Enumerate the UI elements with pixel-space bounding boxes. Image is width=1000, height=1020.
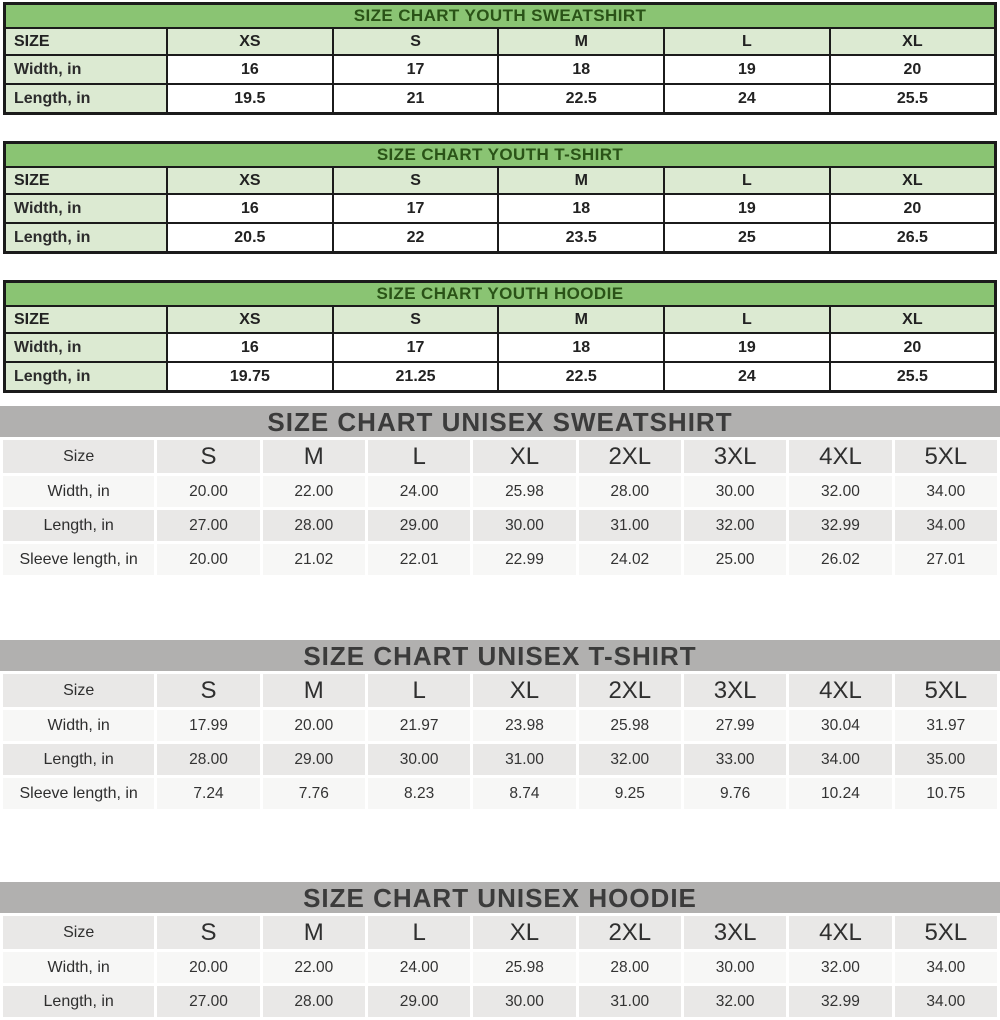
value-cell: 19.5 (167, 84, 333, 114)
value-cell: 21.25 (333, 362, 499, 392)
youth-size-charts (0, 0, 1000, 393)
value-cell: 34.00 (895, 952, 997, 983)
value-cell: 20.00 (157, 544, 259, 575)
column-header: 4XL (789, 916, 891, 949)
table-size-chart-youth-t-shirt (3, 141, 997, 254)
value-cell: 34.00 (895, 476, 997, 507)
chart-title: SIZE CHART YOUTH HOODIE (5, 282, 996, 307)
row-label: Length, in (3, 744, 154, 775)
column-header: M (498, 306, 664, 333)
column-header: S (333, 167, 499, 194)
value-cell: 18 (498, 194, 664, 223)
value-cell: 21 (333, 84, 499, 114)
column-header: XL (830, 28, 996, 55)
row-label: Width, in (5, 194, 168, 223)
value-cell: 19.75 (167, 362, 333, 392)
value-cell: 19 (664, 194, 830, 223)
column-header: 4XL (789, 440, 891, 473)
row-label: Width, in (3, 952, 154, 983)
value-cell: 27.00 (157, 510, 259, 541)
table-row (3, 952, 997, 983)
table-row (5, 362, 996, 392)
column-header: 5XL (895, 674, 997, 707)
value-cell: 32.00 (684, 986, 786, 1017)
chart-title: SIZE CHART YOUTH SWEATSHIRT (5, 4, 996, 29)
value-cell: 32.00 (789, 952, 891, 983)
value-cell: 34.00 (895, 510, 997, 541)
row-label: Length, in (5, 362, 168, 392)
size-column-header: SIZE (5, 167, 168, 194)
row-label: Length, in (5, 223, 168, 253)
value-cell: 17 (333, 194, 499, 223)
table-size-chart-unisex-t-shirt (0, 671, 1000, 812)
column-header: S (333, 306, 499, 333)
value-cell: 24.00 (368, 952, 470, 983)
row-label: Length, in (3, 510, 154, 541)
value-cell: 28.00 (157, 744, 259, 775)
value-cell: 25 (664, 223, 830, 253)
chart-size-chart-unisex-hoodie (0, 882, 1000, 1020)
value-cell: 27.00 (157, 986, 259, 1017)
column-header-row (5, 306, 996, 333)
value-cell: 22 (333, 223, 499, 253)
table-row (3, 476, 997, 507)
value-cell: 26.5 (830, 223, 996, 253)
unisex-size-charts (0, 406, 1000, 1020)
table-row (3, 744, 997, 775)
value-cell: 20.00 (157, 952, 259, 983)
table-row (3, 510, 997, 541)
column-header: M (263, 440, 365, 473)
value-cell: 22.5 (498, 84, 664, 114)
chart-title-row (5, 143, 996, 168)
chart-size-chart-unisex-t-shirt (0, 640, 1000, 812)
chart-title: SIZE CHART UNISEX HOODIE (0, 882, 1000, 913)
value-cell: 24.00 (368, 476, 470, 507)
value-cell: 17.99 (157, 710, 259, 741)
value-cell: 29.00 (263, 744, 365, 775)
value-cell: 23.5 (498, 223, 664, 253)
column-header-row (3, 440, 997, 473)
value-cell: 28.00 (579, 476, 681, 507)
size-column-header: SIZE (5, 28, 168, 55)
column-header: 3XL (684, 440, 786, 473)
column-header: L (664, 306, 830, 333)
value-cell: 20.00 (157, 476, 259, 507)
value-cell: 20 (830, 55, 996, 84)
column-header: XL (473, 916, 575, 949)
chart-title: SIZE CHART YOUTH T-SHIRT (5, 143, 996, 168)
table-size-chart-youth-sweatshirt (3, 2, 997, 115)
value-cell: 30.00 (684, 476, 786, 507)
value-cell: 28.00 (579, 952, 681, 983)
value-cell: 29.00 (368, 986, 470, 1017)
column-header: M (498, 28, 664, 55)
value-cell: 22.99 (473, 544, 575, 575)
column-header: L (664, 167, 830, 194)
value-cell: 22.5 (498, 362, 664, 392)
column-header: M (263, 916, 365, 949)
row-label: Width, in (3, 710, 154, 741)
value-cell: 21.02 (263, 544, 365, 575)
value-cell: 9.76 (684, 778, 786, 809)
column-header: XS (167, 306, 333, 333)
column-header: 2XL (579, 674, 681, 707)
column-header: L (368, 440, 470, 473)
value-cell: 19 (664, 55, 830, 84)
column-header: 3XL (684, 916, 786, 949)
table-size-chart-unisex-hoodie (0, 913, 1000, 1020)
value-cell: 8.23 (368, 778, 470, 809)
value-cell: 10.75 (895, 778, 997, 809)
column-header: S (157, 440, 259, 473)
column-header-row (5, 167, 996, 194)
value-cell: 10.24 (789, 778, 891, 809)
value-cell: 30.00 (368, 744, 470, 775)
column-header: 5XL (895, 916, 997, 949)
value-cell: 31.97 (895, 710, 997, 741)
table-row (3, 986, 997, 1017)
value-cell: 31.00 (579, 986, 681, 1017)
value-cell: 25.00 (684, 544, 786, 575)
value-cell: 25.5 (830, 84, 996, 114)
table-size-chart-unisex-sweatshirt (0, 437, 1000, 578)
value-cell: 18 (498, 333, 664, 362)
value-cell: 28.00 (263, 986, 365, 1017)
value-cell: 30.00 (684, 952, 786, 983)
table-size-chart-youth-hoodie (3, 280, 997, 393)
table-row (5, 55, 996, 84)
column-header: S (333, 28, 499, 55)
value-cell: 27.01 (895, 544, 997, 575)
column-header: XL (473, 674, 575, 707)
value-cell: 25.98 (473, 476, 575, 507)
column-header-row (3, 916, 997, 949)
table-row (5, 333, 996, 362)
column-header: XL (473, 440, 575, 473)
value-cell: 33.00 (684, 744, 786, 775)
value-cell: 17 (333, 333, 499, 362)
value-cell: 8.74 (473, 778, 575, 809)
value-cell: 16 (167, 55, 333, 84)
column-header: L (368, 674, 470, 707)
size-column-header: Size (3, 916, 154, 949)
size-column-header: SIZE (5, 306, 168, 333)
value-cell: 25.5 (830, 362, 996, 392)
column-header: XS (167, 167, 333, 194)
value-cell: 32.00 (579, 744, 681, 775)
table-row (5, 223, 996, 253)
row-label: Sleeve length, in (3, 544, 154, 575)
value-cell: 32.99 (789, 986, 891, 1017)
value-cell: 19 (664, 333, 830, 362)
column-header: L (368, 916, 470, 949)
table-row (3, 778, 997, 809)
row-label: Width, in (5, 55, 168, 84)
chart-title-row (5, 4, 996, 29)
column-header: M (498, 167, 664, 194)
column-header: 3XL (684, 674, 786, 707)
value-cell: 16 (167, 333, 333, 362)
value-cell: 30.00 (473, 510, 575, 541)
value-cell: 22.00 (263, 476, 365, 507)
value-cell: 30.00 (473, 986, 575, 1017)
value-cell: 18 (498, 55, 664, 84)
value-cell: 32.99 (789, 510, 891, 541)
column-header: S (157, 674, 259, 707)
value-cell: 24.02 (579, 544, 681, 575)
value-cell: 20.5 (167, 223, 333, 253)
column-header: S (157, 916, 259, 949)
chart-title-row (5, 282, 996, 307)
value-cell: 23.98 (473, 710, 575, 741)
row-label: Width, in (5, 333, 168, 362)
value-cell: 26.02 (789, 544, 891, 575)
value-cell: 30.04 (789, 710, 891, 741)
chart-title: SIZE CHART UNISEX T-SHIRT (0, 640, 1000, 671)
value-cell: 29.00 (368, 510, 470, 541)
value-cell: 34.00 (895, 986, 997, 1017)
value-cell: 28.00 (263, 510, 365, 541)
column-header: 2XL (579, 440, 681, 473)
row-label: Sleeve length, in (3, 778, 154, 809)
value-cell: 16 (167, 194, 333, 223)
row-label: Length, in (5, 84, 168, 114)
column-header: 5XL (895, 440, 997, 473)
value-cell: 20 (830, 194, 996, 223)
column-header-row (5, 28, 996, 55)
value-cell: 32.00 (789, 476, 891, 507)
table-row (5, 84, 996, 114)
chart-title: SIZE CHART UNISEX SWEATSHIRT (0, 406, 1000, 437)
value-cell: 25.98 (579, 710, 681, 741)
value-cell: 24 (664, 362, 830, 392)
value-cell: 31.00 (579, 510, 681, 541)
value-cell: 22.01 (368, 544, 470, 575)
column-header: XL (830, 306, 996, 333)
column-header: M (263, 674, 365, 707)
table-row (5, 194, 996, 223)
value-cell: 20 (830, 333, 996, 362)
value-cell: 27.99 (684, 710, 786, 741)
value-cell: 34.00 (789, 744, 891, 775)
row-label: Length, in (3, 986, 154, 1017)
value-cell: 31.00 (473, 744, 575, 775)
size-column-header: Size (3, 440, 154, 473)
chart-size-chart-unisex-sweatshirt (0, 406, 1000, 578)
value-cell: 21.97 (368, 710, 470, 741)
value-cell: 9.25 (579, 778, 681, 809)
column-header-row (3, 674, 997, 707)
column-header: 2XL (579, 916, 681, 949)
column-header: XS (167, 28, 333, 55)
row-label: Width, in (3, 476, 154, 507)
value-cell: 24 (664, 84, 830, 114)
value-cell: 20.00 (263, 710, 365, 741)
value-cell: 17 (333, 55, 499, 84)
size-column-header: Size (3, 674, 154, 707)
value-cell: 32.00 (684, 510, 786, 541)
table-row (3, 544, 997, 575)
value-cell: 7.24 (157, 778, 259, 809)
column-header: 4XL (789, 674, 891, 707)
column-header: XL (830, 167, 996, 194)
value-cell: 25.98 (473, 952, 575, 983)
table-row (3, 710, 997, 741)
column-header: L (664, 28, 830, 55)
value-cell: 7.76 (263, 778, 365, 809)
value-cell: 35.00 (895, 744, 997, 775)
value-cell: 22.00 (263, 952, 365, 983)
